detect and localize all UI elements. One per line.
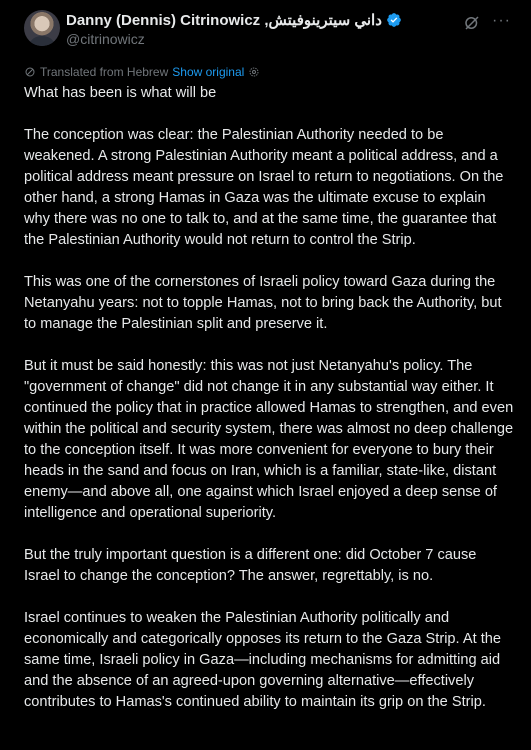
more-options-button[interactable]: ··· — [492, 12, 511, 29]
avatar[interactable] — [24, 10, 60, 46]
display-name-row — [66, 11, 402, 29]
grok-icon[interactable] — [463, 14, 481, 32]
translate-icon — [24, 66, 36, 78]
post-paragraph: What has been is what will be — [24, 85, 217, 101]
show-original-link[interactable]: Show original — [172, 65, 245, 79]
author-block — [66, 11, 402, 47]
post-paragraph: The conception was clear: the Palestinian Authority needed to be weakened. A strong Palestinian Authority meant a political address, and a political address meant pressure on Israel to return to negotiations. On the other hand, a strong Hamas in Gaza was the ultimate excuse to explain why there was no one to talk to, and at the same time, the guarantee that the Palestinian Authority would not return to control the Strip. — [24, 127, 504, 248]
translation-notice — [24, 65, 515, 79]
verified-badge-icon — [386, 12, 402, 28]
post-paragraph: This was one of the cornerstones of Israeli policy toward Gaza during the Netanyahu years: not to topple Hamas, not to bring back the Authority, but to manage the Palestinian split and preserve it. — [24, 274, 502, 332]
translation-label: Translated from Hebrew — [40, 65, 169, 79]
settings-icon[interactable] — [248, 66, 260, 78]
post-header — [24, 10, 515, 58]
post-paragraph: But the truly important question is a different one: did October 7 cause Israel to change the conception? The answer, regrettably, is no. — [24, 547, 477, 584]
post-paragraph: But it must be said honestly: this was not just Netanyahu's policy. The "government of change" did not change it in any substantial way either. It continued the policy that in practice allowed Hamas to strengthen, and even within the political and security system, there was almost no deep challenge to the conception itself. It was more convenient for everyone to bury their heads in the sand and focus on Iran, which is a familiar, state-like, distant enemy—and above all, one against which Israel enjoyed a deep sense of intelligence and operational superiority. — [24, 358, 514, 521]
handle[interactable]: @citrinowicz — [66, 31, 145, 47]
post-paragraph: Israel continues to weaken the Palestinian Authority politically and economically and categorically opposes its return to the Gaza Strip. At the same time, Israeli policy in Gaza—including mechanisms for admitting aid and the absence of an agreed-upon governing alternative—effectively contributes to Hamas's continued ability to maintain its grip on the Strip. — [24, 610, 501, 710]
display-name[interactable]: Danny (Dennis) Citrinowicz ,داني سيترينوفيتش — [66, 12, 382, 29]
post-text — [24, 83, 515, 713]
